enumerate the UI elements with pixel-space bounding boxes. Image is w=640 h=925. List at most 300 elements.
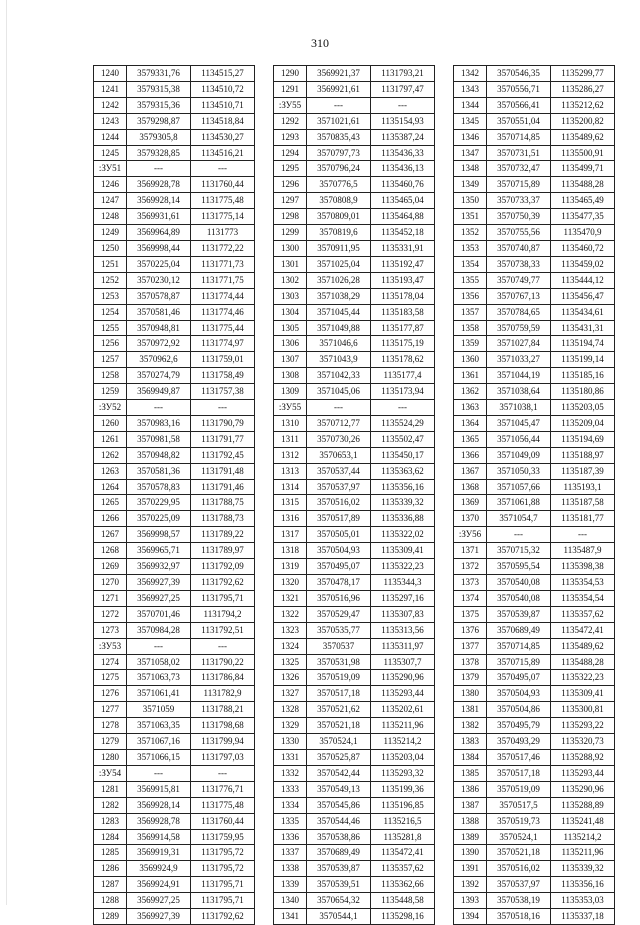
y-coordinate-cell: 1135465,04 [371, 193, 435, 209]
table-row [274, 320, 435, 336]
x-coordinate-cell: 3571049,88 [307, 320, 371, 336]
point-number-cell: 1366 [454, 447, 487, 463]
table-row [274, 161, 435, 177]
y-coordinate-cell: 1135363,62 [371, 463, 435, 479]
table-row [94, 463, 255, 479]
point-number-cell: 1289 [94, 909, 127, 925]
y-coordinate-cell: 1131789,97 [191, 543, 255, 559]
x-coordinate-cell: 3570972,92 [127, 336, 191, 352]
x-coordinate-cell: 3571050,33 [487, 463, 551, 479]
y-coordinate-cell: 1135187,58 [551, 495, 615, 511]
x-coordinate-cell: 3570225,04 [127, 256, 191, 272]
y-coordinate-cell: 1135180,86 [551, 384, 615, 400]
x-coordinate-cell: 3569932,97 [127, 559, 191, 575]
point-number-cell: 1350 [454, 193, 487, 209]
point-number-cell: 1348 [454, 161, 487, 177]
point-number-cell: 1242 [94, 97, 127, 113]
table-row [274, 129, 435, 145]
point-number-cell: 1377 [454, 638, 487, 654]
y-coordinate-cell: 1135488,28 [551, 654, 615, 670]
point-number-cell: 1259 [94, 384, 127, 400]
x-coordinate-cell: 3570545,86 [307, 797, 371, 813]
x-coordinate-cell: 3571061,88 [487, 495, 551, 511]
x-coordinate-cell: 3570495,79 [487, 718, 551, 734]
y-coordinate-cell: 1131786,84 [191, 670, 255, 686]
x-coordinate-cell: --- [307, 400, 371, 416]
table-row [454, 638, 615, 654]
x-coordinate-cell: 3570767,13 [487, 288, 551, 304]
x-coordinate-cell: 3570784,65 [487, 304, 551, 320]
point-number-cell: :ЗУ55 [274, 400, 307, 416]
x-coordinate-cell: 3569949,87 [127, 384, 191, 400]
point-number-cell: 1385 [454, 765, 487, 781]
table-row [454, 590, 615, 606]
point-number-cell: 1256 [94, 336, 127, 352]
x-coordinate-cell: 3571025,04 [307, 256, 371, 272]
table-row [274, 575, 435, 591]
y-coordinate-cell: 1135185,16 [551, 368, 615, 384]
point-number-cell: 1300 [274, 240, 307, 256]
point-number-cell: 1384 [454, 749, 487, 765]
x-coordinate-cell: 3570578,87 [127, 288, 191, 304]
x-coordinate-cell: 3570535,77 [307, 622, 371, 638]
y-coordinate-cell: 1135450,17 [371, 447, 435, 463]
x-coordinate-cell: 3570911,95 [307, 240, 371, 256]
table-row [274, 909, 435, 925]
y-coordinate-cell: 1135299,77 [551, 66, 615, 82]
point-number-cell: 1299 [274, 225, 307, 241]
point-number-cell: 1241 [94, 81, 127, 97]
point-number-cell: 1368 [454, 479, 487, 495]
x-coordinate-cell: 3569928,78 [127, 177, 191, 193]
point-number-cell: 1358 [454, 320, 487, 336]
table-row [94, 543, 255, 559]
x-coordinate-cell: 3570689,49 [487, 622, 551, 638]
y-coordinate-cell: 1131789,22 [191, 527, 255, 543]
table-row [274, 447, 435, 463]
point-number-cell: 1380 [454, 686, 487, 702]
point-number-cell: 1360 [454, 352, 487, 368]
y-coordinate-cell: 1135307,83 [371, 606, 435, 622]
table-row [454, 66, 615, 82]
y-coordinate-cell: 1134518,84 [191, 113, 255, 129]
x-coordinate-cell: 3571056,44 [487, 431, 551, 447]
point-number-cell: 1270 [94, 575, 127, 591]
y-coordinate-cell: 1135344,3 [371, 575, 435, 591]
table-row [94, 240, 255, 256]
y-coordinate-cell: 1135436,13 [371, 161, 435, 177]
point-number-cell: 1279 [94, 734, 127, 750]
point-number-cell: 1254 [94, 304, 127, 320]
x-coordinate-cell: 3570505,01 [307, 527, 371, 543]
table-row [454, 97, 615, 113]
point-number-cell: 1359 [454, 336, 487, 352]
point-number-cell: 1287 [94, 877, 127, 893]
y-coordinate-cell: 1135211,96 [371, 718, 435, 734]
y-coordinate-cell: 1135192,47 [371, 256, 435, 272]
y-coordinate-cell: --- [371, 97, 435, 113]
x-coordinate-cell: 3571038,64 [487, 384, 551, 400]
table-row [454, 718, 615, 734]
point-number-cell: :ЗУ52 [94, 400, 127, 416]
point-number-cell: 1297 [274, 193, 307, 209]
y-coordinate-cell: 1135173,94 [371, 384, 435, 400]
y-coordinate-cell: 1135470,9 [551, 225, 615, 241]
x-coordinate-cell: --- [127, 400, 191, 416]
x-coordinate-cell: 3570230,12 [127, 272, 191, 288]
table-row [274, 527, 435, 543]
x-coordinate-cell: 3570537,97 [307, 479, 371, 495]
point-number-cell: 1316 [274, 511, 307, 527]
x-coordinate-cell: 3570517,89 [307, 511, 371, 527]
table-row [454, 893, 615, 909]
x-coordinate-cell: 3570525,87 [307, 749, 371, 765]
x-coordinate-cell: 3570759,59 [487, 320, 551, 336]
point-number-cell: 1357 [454, 304, 487, 320]
x-coordinate-cell: 3570229,95 [127, 495, 191, 511]
table-row [454, 559, 615, 575]
x-coordinate-cell: 3570984,28 [127, 622, 191, 638]
y-coordinate-cell: 1135216,5 [371, 813, 435, 829]
point-number-cell: 1273 [94, 622, 127, 638]
table-row [94, 447, 255, 463]
point-number-cell: 1378 [454, 654, 487, 670]
table-row [94, 893, 255, 909]
point-number-cell: 1329 [274, 718, 307, 734]
point-number-cell: 1312 [274, 447, 307, 463]
point-number-cell: 1252 [94, 272, 127, 288]
point-number-cell: 1255 [94, 320, 127, 336]
table-row [274, 495, 435, 511]
y-coordinate-cell: 1135357,62 [551, 606, 615, 622]
point-number-cell: 1375 [454, 606, 487, 622]
y-coordinate-cell: 1135339,32 [371, 495, 435, 511]
y-coordinate-cell: 1131775,14 [191, 209, 255, 225]
y-coordinate-cell: 1131791,48 [191, 463, 255, 479]
y-coordinate-cell: 1135177,4 [371, 368, 435, 384]
x-coordinate-cell: 3570504,86 [487, 702, 551, 718]
table-row [274, 702, 435, 718]
point-number-cell: 1338 [274, 861, 307, 877]
point-number-cell: 1339 [274, 877, 307, 893]
point-number-cell: 1311 [274, 431, 307, 447]
y-coordinate-cell: 1135309,41 [371, 543, 435, 559]
table-row [94, 161, 255, 177]
x-coordinate-cell: 3571044,19 [487, 368, 551, 384]
point-number-cell: 1272 [94, 606, 127, 622]
x-coordinate-cell: 3570796,24 [307, 161, 371, 177]
point-number-cell: 1314 [274, 479, 307, 495]
table-row [454, 813, 615, 829]
y-coordinate-cell: 1131797,47 [371, 81, 435, 97]
y-coordinate-cell: 1131775,48 [191, 193, 255, 209]
table-row [94, 702, 255, 718]
coordinates-table-3 [453, 65, 615, 925]
x-coordinate-cell: 3569927,39 [127, 575, 191, 591]
x-coordinate-cell: 3569927,25 [127, 893, 191, 909]
table-row [454, 463, 615, 479]
y-coordinate-cell: 1131795,71 [191, 590, 255, 606]
point-number-cell: 1324 [274, 638, 307, 654]
y-coordinate-cell: 1135459,02 [551, 256, 615, 272]
table-row [454, 304, 615, 320]
y-coordinate-cell: 1135460,76 [371, 177, 435, 193]
y-coordinate-cell: 1135293,44 [551, 765, 615, 781]
point-number-cell: 1258 [94, 368, 127, 384]
point-number-cell: 1394 [454, 909, 487, 925]
y-coordinate-cell: 1131791,46 [191, 479, 255, 495]
point-number-cell: 1294 [274, 145, 307, 161]
y-coordinate-cell: 1135477,35 [551, 209, 615, 225]
table-row [454, 877, 615, 893]
y-coordinate-cell: 1135452,18 [371, 225, 435, 241]
y-coordinate-cell: 1131772,22 [191, 240, 255, 256]
point-number-cell: 1245 [94, 145, 127, 161]
x-coordinate-cell: 3570948,82 [127, 447, 191, 463]
x-coordinate-cell: 3569998,57 [127, 527, 191, 543]
table-row [94, 384, 255, 400]
point-number-cell: 1330 [274, 734, 307, 750]
x-coordinate-cell: 3570551,04 [487, 113, 551, 129]
scan-edge-line [6, 0, 7, 905]
y-coordinate-cell: 1135298,16 [371, 909, 435, 925]
table-row [454, 400, 615, 416]
table-row [454, 368, 615, 384]
point-number-cell: 1340 [274, 893, 307, 909]
table-row [94, 272, 255, 288]
x-coordinate-cell: 3570274,79 [127, 368, 191, 384]
x-coordinate-cell: 3570524,1 [487, 829, 551, 845]
table-row [94, 145, 255, 161]
x-coordinate-cell: 3571049,09 [487, 447, 551, 463]
y-coordinate-cell: 1135293,22 [551, 718, 615, 734]
table-row [94, 765, 255, 781]
x-coordinate-cell: 3570529,47 [307, 606, 371, 622]
y-coordinate-cell: 1131788,73 [191, 511, 255, 527]
x-coordinate-cell: 3570516,02 [487, 861, 551, 877]
table-row [454, 256, 615, 272]
y-coordinate-cell: 1131776,71 [191, 781, 255, 797]
x-coordinate-cell: 3570539,51 [307, 877, 371, 893]
x-coordinate-cell: 3569915,81 [127, 781, 191, 797]
table-row [454, 415, 615, 431]
table-row [94, 590, 255, 606]
y-coordinate-cell: 1131760,44 [191, 177, 255, 193]
point-number-cell: 1325 [274, 654, 307, 670]
y-coordinate-cell: 1131797,03 [191, 749, 255, 765]
point-number-cell: 1337 [274, 845, 307, 861]
x-coordinate-cell: 3569928,14 [127, 193, 191, 209]
point-number-cell: 1302 [274, 272, 307, 288]
table-row [94, 288, 255, 304]
y-coordinate-cell: --- [191, 638, 255, 654]
x-coordinate-cell: 3570516,02 [307, 495, 371, 511]
y-coordinate-cell: 1135293,44 [371, 686, 435, 702]
x-coordinate-cell: 3570731,51 [487, 145, 551, 161]
table-row [274, 559, 435, 575]
point-number-cell: 1369 [454, 495, 487, 511]
y-coordinate-cell: --- [551, 527, 615, 543]
y-coordinate-cell: 1131790,79 [191, 415, 255, 431]
y-coordinate-cell: 1131788,75 [191, 495, 255, 511]
point-number-cell: 1320 [274, 575, 307, 591]
point-number-cell: 1307 [274, 352, 307, 368]
table-row [274, 240, 435, 256]
table-row [274, 415, 435, 431]
x-coordinate-cell: 3569921,37 [307, 66, 371, 82]
point-number-cell: 1295 [274, 161, 307, 177]
x-coordinate-cell: 3570835,43 [307, 129, 371, 145]
y-coordinate-cell: 1131771,75 [191, 272, 255, 288]
point-number-cell: 1346 [454, 129, 487, 145]
point-number-cell: 1251 [94, 256, 127, 272]
x-coordinate-cell: 3570537,44 [307, 463, 371, 479]
table-row [454, 622, 615, 638]
x-coordinate-cell: 3579305,8 [127, 129, 191, 145]
y-coordinate-cell: 1135212,62 [551, 97, 615, 113]
y-coordinate-cell: 1131792,62 [191, 575, 255, 591]
table-row [94, 415, 255, 431]
x-coordinate-cell: 3570537 [307, 638, 371, 654]
table-row [94, 193, 255, 209]
point-number-cell: 1323 [274, 622, 307, 638]
point-number-cell: 1305 [274, 320, 307, 336]
table-row [274, 272, 435, 288]
point-number-cell: 1365 [454, 431, 487, 447]
table-row [94, 829, 255, 845]
x-coordinate-cell: 3571038,1 [487, 400, 551, 416]
table-row [94, 527, 255, 543]
y-coordinate-cell: 1135322,23 [551, 670, 615, 686]
table-row [454, 320, 615, 336]
x-coordinate-cell: 3570521,18 [307, 718, 371, 734]
point-number-cell: 1386 [454, 781, 487, 797]
table-row [94, 909, 255, 925]
x-coordinate-cell: 3570495,07 [307, 559, 371, 575]
point-number-cell: 1362 [454, 384, 487, 400]
y-coordinate-cell: 1131759,01 [191, 352, 255, 368]
y-coordinate-cell: 1135177,87 [371, 320, 435, 336]
x-coordinate-cell: 3570517,5 [487, 797, 551, 813]
y-coordinate-cell: 1135354,53 [551, 575, 615, 591]
x-coordinate-cell: 3570519,09 [307, 670, 371, 686]
x-coordinate-cell: 3571066,15 [127, 749, 191, 765]
table-row [274, 113, 435, 129]
table-row [274, 590, 435, 606]
x-coordinate-cell: 3570516,96 [307, 590, 371, 606]
table-row [454, 113, 615, 129]
x-coordinate-cell: --- [307, 97, 371, 113]
x-coordinate-cell: 3570531,98 [307, 654, 371, 670]
x-coordinate-cell: 3569931,61 [127, 209, 191, 225]
point-number-cell: 1390 [454, 845, 487, 861]
point-number-cell: 1333 [274, 781, 307, 797]
table-row [94, 606, 255, 622]
point-number-cell: 1247 [94, 193, 127, 209]
table-row [94, 622, 255, 638]
point-number-cell: 1308 [274, 368, 307, 384]
x-coordinate-cell: 3579331,76 [127, 66, 191, 82]
y-coordinate-cell: 1135281,8 [371, 829, 435, 845]
y-coordinate-cell: 1131759,95 [191, 829, 255, 845]
y-coordinate-cell: --- [191, 765, 255, 781]
y-coordinate-cell: 1135500,91 [551, 145, 615, 161]
table-row [94, 877, 255, 893]
x-coordinate-cell: 3570544,1 [307, 909, 371, 925]
x-coordinate-cell: 3570714,85 [487, 129, 551, 145]
page-number: 310 [311, 36, 329, 50]
table-row [274, 893, 435, 909]
table-row [454, 272, 615, 288]
table-row [454, 240, 615, 256]
coordinates-table-1 [93, 65, 255, 925]
y-coordinate-cell: 1135293,32 [371, 765, 435, 781]
table-row [274, 209, 435, 225]
x-coordinate-cell: 3570755,56 [487, 225, 551, 241]
y-coordinate-cell: --- [191, 161, 255, 177]
table-row [454, 479, 615, 495]
table-row [274, 463, 435, 479]
table-row [94, 734, 255, 750]
y-coordinate-cell: 1131782,9 [191, 686, 255, 702]
y-coordinate-cell: 1135356,16 [371, 479, 435, 495]
point-number-cell: :ЗУ51 [94, 161, 127, 177]
table-row [94, 495, 255, 511]
table-row [274, 511, 435, 527]
point-number-cell: 1371 [454, 543, 487, 559]
y-coordinate-cell: 1135357,62 [371, 861, 435, 877]
point-number-cell: 1253 [94, 288, 127, 304]
table-row [274, 288, 435, 304]
table-row [454, 845, 615, 861]
point-number-cell: 1309 [274, 384, 307, 400]
x-coordinate-cell: 3570519,73 [487, 813, 551, 829]
x-coordinate-cell: 3570539,87 [487, 606, 551, 622]
table-row [454, 129, 615, 145]
table-row [94, 97, 255, 113]
y-coordinate-cell: 1131757,38 [191, 384, 255, 400]
x-coordinate-cell: 3570556,71 [487, 81, 551, 97]
y-coordinate-cell: 1135353,03 [551, 893, 615, 909]
point-number-cell: 1310 [274, 415, 307, 431]
y-coordinate-cell: 1135193,47 [371, 272, 435, 288]
x-coordinate-cell: --- [127, 765, 191, 781]
x-coordinate-cell: 3570540,08 [487, 575, 551, 591]
x-coordinate-cell: 3570712,77 [307, 415, 371, 431]
table-row [454, 670, 615, 686]
y-coordinate-cell: 1135331,91 [371, 240, 435, 256]
table-row [454, 749, 615, 765]
table-row [454, 654, 615, 670]
y-coordinate-cell: 1131798,68 [191, 718, 255, 734]
y-coordinate-cell: 1135499,71 [551, 161, 615, 177]
table-row [94, 797, 255, 813]
point-number-cell: 1343 [454, 81, 487, 97]
y-coordinate-cell: 1135472,41 [371, 845, 435, 861]
x-coordinate-cell: 3570809,01 [307, 209, 371, 225]
table-row [274, 97, 435, 113]
point-number-cell: 1317 [274, 527, 307, 543]
table-row [454, 543, 615, 559]
x-coordinate-cell: 3571063,73 [127, 670, 191, 686]
point-number-cell: 1328 [274, 702, 307, 718]
x-coordinate-cell: 3570750,39 [487, 209, 551, 225]
x-coordinate-cell: 3570732,47 [487, 161, 551, 177]
point-number-cell: 1260 [94, 415, 127, 431]
point-number-cell: 1249 [94, 225, 127, 241]
x-coordinate-cell: 3570738,33 [487, 256, 551, 272]
table-row [94, 575, 255, 591]
